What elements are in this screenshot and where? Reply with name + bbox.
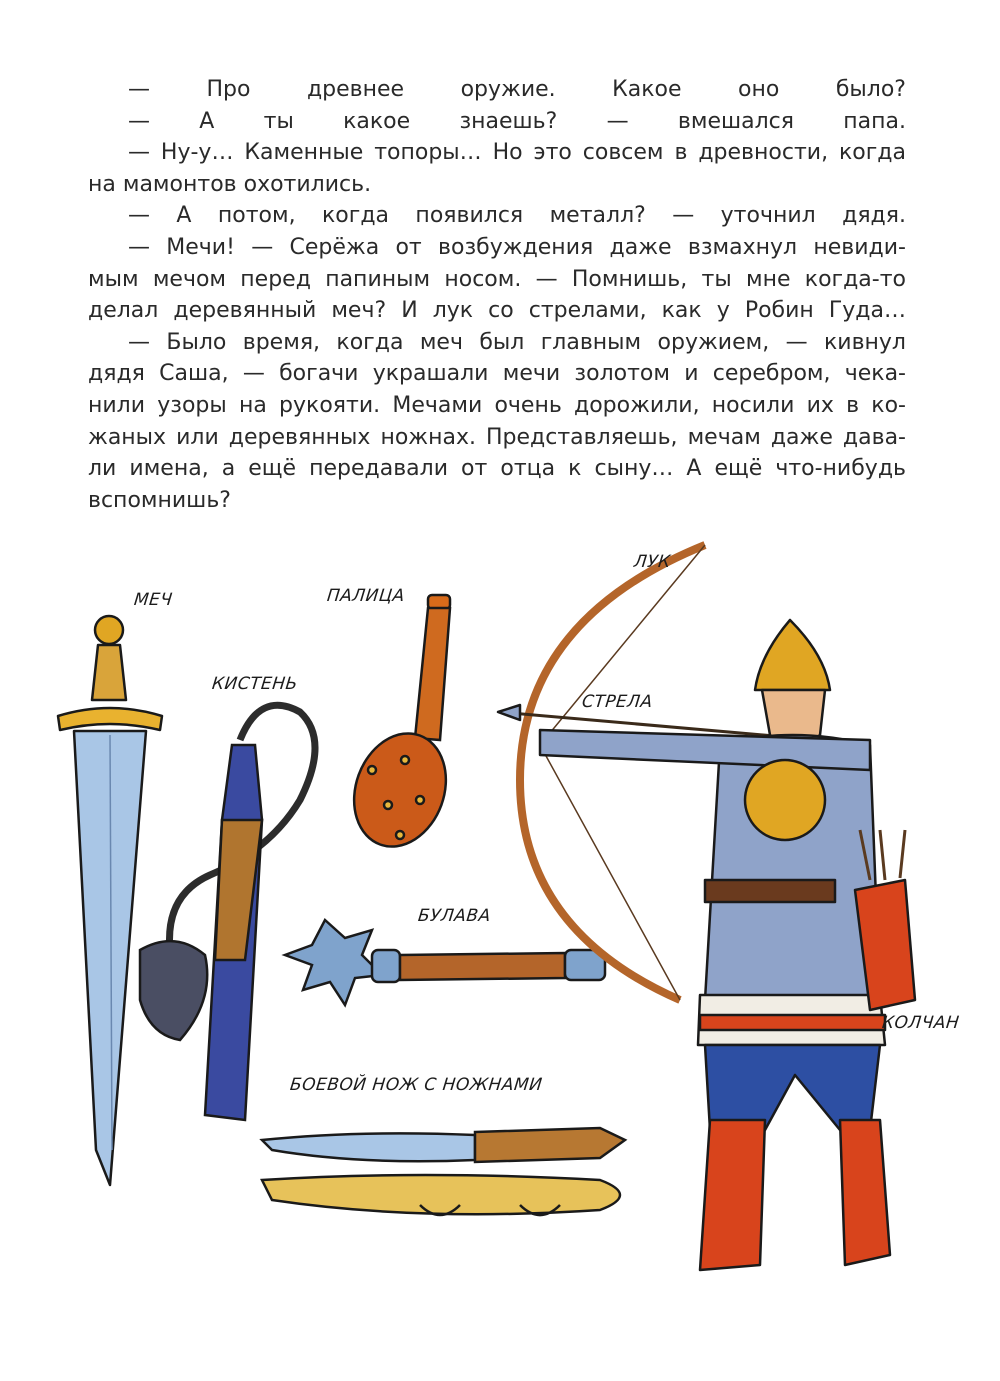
club-illustration [339, 595, 461, 860]
text-line: ли имена, а ещё передавали от отца к сыну… А ещё что-нибудь [88, 456, 906, 482]
label-club: ПАЛИЦА [325, 586, 406, 606]
text-line: делал деревянный меч? И лук со стрелами, как у Робин Гуда… [88, 298, 906, 324]
text-line: — Про древнее оружие. Какое оно было? [128, 77, 906, 102]
text-line: — А ты какое знаешь? — вмешался папа. [128, 108, 906, 134]
label-quiver: КОЛЧАН [880, 1013, 961, 1033]
text-line: на мамонтов охотились. [88, 171, 372, 197]
knife-illustration [262, 1128, 625, 1215]
flail-illustration [140, 705, 315, 1120]
sword-illustration [58, 616, 162, 1185]
label-sword: МЕЧ [132, 590, 174, 610]
text-line: — А потом, когда появился металл? — уточнил дядя. [128, 203, 906, 229]
label-arrow: СТРЕЛА [580, 692, 654, 712]
text-line: дядя Саша, — богачи украшали мечи золотом и серебром, чека- [88, 361, 906, 387]
text-line: — Мечи! — Серёжа от возбуждения даже взмахнул невиди- [128, 234, 906, 260]
text-line: нили узоры на рукояти. Мечами очень дорожили, носили их в ко- [88, 392, 906, 418]
text-line: вспомнишь? [88, 487, 231, 513]
label-knife: БОЕВОЙ НОЖ С НОЖНАМИ [288, 1075, 544, 1095]
text-line: жаных или деревянных ножнах. Представляешь, мечам даже дава- [88, 424, 906, 450]
label-mace: БУЛАВА [416, 906, 492, 926]
mace-illustration [285, 920, 605, 1005]
text-line: — Ну-у… Каменные топоры… Но это совсем в древности, когда [128, 140, 906, 166]
archer-warrior-illustration [498, 545, 915, 1270]
text-line: мым мечом перед папиным носом. — Помнишь, ты мне когда-то [88, 266, 906, 292]
text-line: — Было время, когда меч был главным оружием, — кивнул [128, 329, 906, 355]
label-bow: ЛУК [632, 552, 672, 572]
label-flail: КИСТЕНЬ [210, 674, 299, 694]
